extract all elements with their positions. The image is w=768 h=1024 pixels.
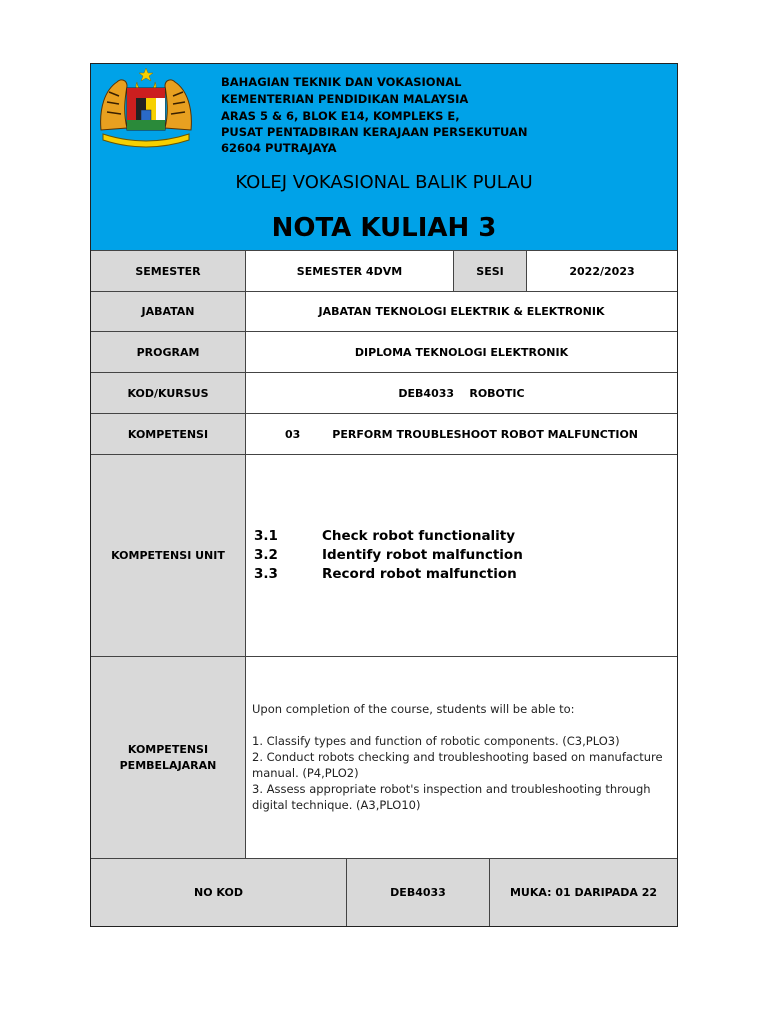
kompetensi-unit-row: [91, 454, 677, 656]
kod-kursus-row: [91, 372, 677, 413]
semester-label: SEMESTER: [91, 251, 245, 291]
jabatan-value: JABATAN TEKNOLOGI ELEKTRIK & ELEKTRONIK: [245, 292, 677, 331]
kompetensi-label: KOMPETENSI: [91, 414, 245, 454]
semester-row: [91, 250, 677, 291]
kod-kursus-label: KOD/KURSUS: [91, 373, 245, 413]
jabatan-row: [91, 291, 677, 331]
unit-item: 3.1 Check robot functionality: [254, 528, 516, 544]
kompetensi-unit-content: [245, 455, 677, 656]
address-line-2: KEMENTERIAN PENDIDIKAN MALAYSIA: [221, 92, 469, 106]
kompetensi-unit-label: KOMPETENSI UNIT: [91, 455, 245, 656]
document-title: NOTA KULIAH 3: [271, 213, 497, 243]
document-page: [90, 63, 678, 927]
malaysia-coat-of-arms-icon: [97, 68, 195, 148]
unit-list: [254, 527, 523, 584]
header-banner: [91, 64, 677, 250]
outcome-item: 1. Classify types and function of robotic components. (C3,PLO3): [252, 734, 620, 748]
program-row: [91, 331, 677, 372]
kompetensi-pembelajaran-row: [91, 656, 677, 858]
footer-row: [91, 858, 677, 926]
kod-kursus-value: DEB4033 ROBOTIC: [245, 373, 677, 413]
address-line-4: PUSAT PENTADBIRAN KERAJAAN PERSEKUTUAN: [221, 125, 528, 139]
address-line-5: 62604 PUTRAJAYA: [221, 141, 337, 155]
sesi-value: 2022/2023: [526, 251, 677, 291]
unit-item: 3.3 Record robot malfunction: [254, 566, 517, 582]
kompetensi-number: 03: [284, 427, 301, 441]
no-kod-value: DEB4033: [346, 859, 489, 926]
kompetensi-text: PERFORM TROUBLESHOOT ROBOT MALFUNCTION: [332, 427, 639, 441]
kompetensi-row: [91, 413, 677, 454]
address-line-3: ARAS 5 & 6, BLOK E14, KOMPLEKS E,: [221, 109, 460, 123]
no-kod-label: NO KOD: [194, 886, 243, 899]
semester-value: SEMESTER 4DVM: [245, 251, 453, 291]
program-label: PROGRAM: [91, 332, 245, 372]
kompetensi-value: [245, 414, 677, 454]
outcomes-intro: Upon completion of the course, students will be able to:: [252, 702, 575, 716]
sesi-label: SESI: [453, 251, 526, 291]
outcome-item: 3. Assess appropriate robot's inspection and troubleshooting through digital technique. (A3,PLO10): [252, 782, 651, 812]
college-name: KOLEJ VOKASIONAL BALIK PULAU: [235, 172, 533, 193]
page-count: MUKA: 01 DARIPADA 22: [489, 859, 677, 926]
outcome-item: 2. Conduct robots checking and troubleshooting based on manufacture manual. (P4,PLO2): [252, 750, 663, 780]
learning-outcomes: [245, 657, 677, 858]
program-value: DIPLOMA TEKNOLOGI ELEKTRONIK: [245, 332, 677, 372]
kompetensi-pembelajaran-label: KOMPETENSI PEMBELAJARAN: [91, 657, 245, 858]
jabatan-label: JABATAN: [91, 292, 245, 331]
address-line-1: BAHAGIAN TEKNIK DAN VOKASIONAL: [221, 75, 462, 89]
unit-item: 3.2 Identify robot malfunction: [254, 547, 523, 563]
